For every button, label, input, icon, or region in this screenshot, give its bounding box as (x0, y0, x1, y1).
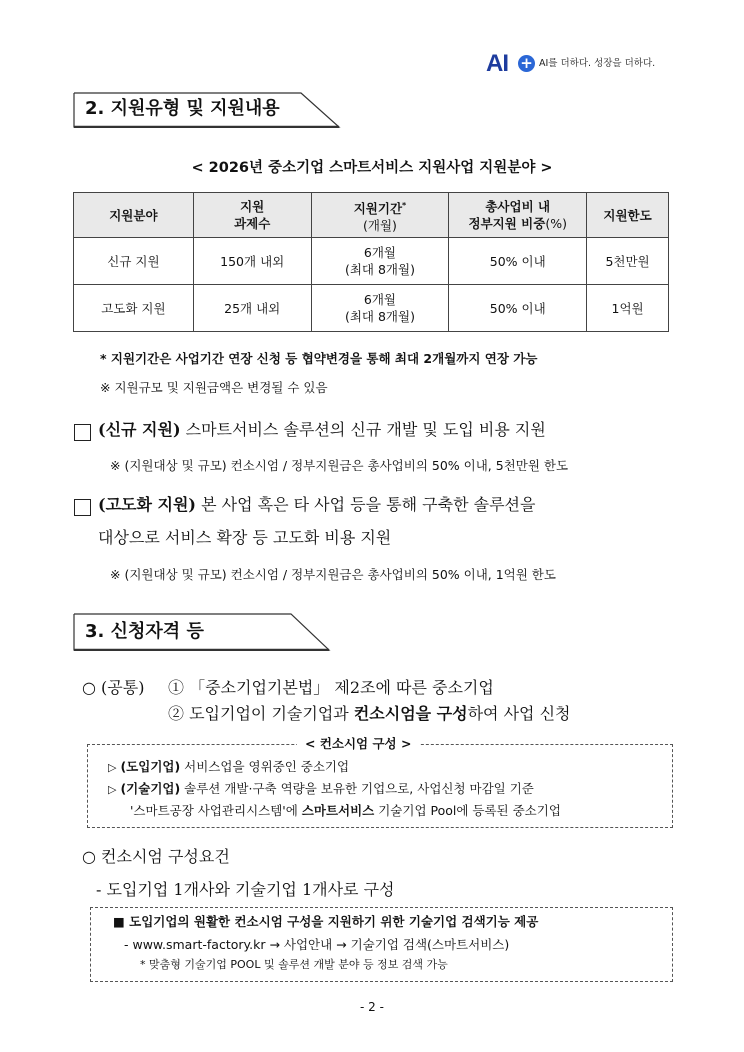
consortium-req-title: ○ 컨소시엄 구성요건 (82, 847, 230, 866)
checkbox-icon (74, 499, 91, 516)
cell-field: 고도화 지원 (74, 285, 194, 332)
header-period: 지원기간* (개월) (311, 193, 449, 238)
cell-limit: 5천만원 (587, 238, 669, 285)
item-advanced-note: ※ (지원대상 및 규모) 컨소시엄 / 정부지원금은 총사업비의 50% 이내, 1억원 한도 (110, 567, 556, 582)
plus-icon: + (518, 55, 535, 72)
amount-note: ※ 지원규모 및 지원금액은 변경될 수 있음 (100, 380, 328, 395)
section-3-heading: 3. 신청자격 등 (85, 621, 204, 642)
cell-ratio: 50% 이내 (449, 285, 587, 332)
common-req-1: ① 「중소기업기본법」 제2조에 따른 중소기업 (168, 678, 494, 697)
header-ratio: 총사업비 내 정부지원 비중(%) (449, 193, 587, 238)
item-new-text: 스마트서비스 솔루션의 신규 개발 및 도입 비용 지원 (180, 420, 546, 439)
common-req-2: ② 도입기업이 기술기업과 컨소시엄을 구성하여 사업 신청 (168, 704, 571, 723)
consortium-line-3: '스마트공장 사업관리시스템'에 스마트서비스 기술기업 Pool에 등록된 중소기업 (130, 803, 561, 818)
support-table (73, 192, 669, 332)
search-info-title: ■ 도입기업의 원활한 컨소시엄 구성을 지원하기 위한 기술기업 검색기능 제공 (113, 914, 539, 929)
cell-period: 6개월 (최대 8개월) (311, 285, 449, 332)
page-number: - 2 - (360, 1000, 384, 1014)
logo (480, 51, 670, 77)
checkbox-icon (74, 424, 91, 441)
cell-period: 6개월 (최대 8개월) (311, 238, 449, 285)
consortium-req-line: - 도입기업 1개사와 기술기업 1개사로 구성 (96, 880, 395, 899)
item-new-support (98, 418, 546, 442)
table-header-row (74, 193, 669, 238)
search-info-path: - www.smart-factory.kr → 사업안내 → 기술기업 검색(스마트서비스) (124, 937, 510, 952)
triangle-icon: ▷ (108, 761, 117, 774)
cell-field: 신규 지원 (74, 238, 194, 285)
cell-count: 25개 내외 (193, 285, 311, 332)
section-2-heading-box (73, 92, 341, 126)
common-label: ○ (공통) (82, 678, 145, 697)
header-field: 지원분야 (74, 193, 194, 238)
item-advanced-support (98, 493, 535, 517)
table-caption: < 2026년 중소기업 스마트서비스 지원사업 지원분야 > (191, 160, 553, 176)
consortium-line-2: ▷ (기술기업) 솔루션 개발·구축 역량을 보유한 기업으로, 사업신청 마감일 기준 (108, 781, 534, 796)
item-new-note: ※ (지원대상 및 규모) 컨소시엄 / 정부지원금은 총사업비의 50% 이내, 5천만원 한도 (110, 458, 569, 473)
section-2-heading: 2. 지원유형 및 지원내용 (85, 98, 280, 119)
period-note: * 지원기간은 사업기간 연장 신청 등 협약변경을 통해 최대 2개월까지 연장 가능 (100, 351, 538, 366)
consortium-line-1: ▷ (도입기업) 서비스업을 영위중인 중소기업 (108, 759, 350, 774)
header-count: 지원 과제수 (193, 193, 311, 238)
header-period-title: 지원기간* (353, 200, 407, 216)
triangle-icon: ▷ (108, 783, 117, 796)
table-row (74, 238, 669, 285)
table-row (74, 285, 669, 332)
item-advanced-label: (고도화 지원) (98, 495, 196, 514)
item-advanced-text-2: 대상으로 서비스 확장 등 고도화 비용 지원 (98, 528, 392, 547)
cell-count: 150개 내외 (193, 238, 311, 285)
logo-slogan: AI를 더하다. 성장을 더하다. (539, 58, 656, 69)
item-advanced-text: 본 사업 혹은 타 사업 등을 통해 구축한 솔루션을 (196, 495, 536, 514)
header-limit: 지원한도 (587, 193, 669, 238)
cell-limit: 1억원 (587, 285, 669, 332)
consortium-box-title: < 컨소시엄 구성 > (297, 736, 419, 752)
cell-ratio: 50% 이내 (449, 238, 587, 285)
item-new-label: (신규 지원) (98, 420, 181, 439)
section-3-heading-box (73, 613, 331, 647)
search-info-note: * 맞춤형 기술기업 POOL 및 솔루션 개발 분야 등 정보 검색 가능 (140, 958, 448, 971)
logo-brand: AI (486, 50, 508, 77)
